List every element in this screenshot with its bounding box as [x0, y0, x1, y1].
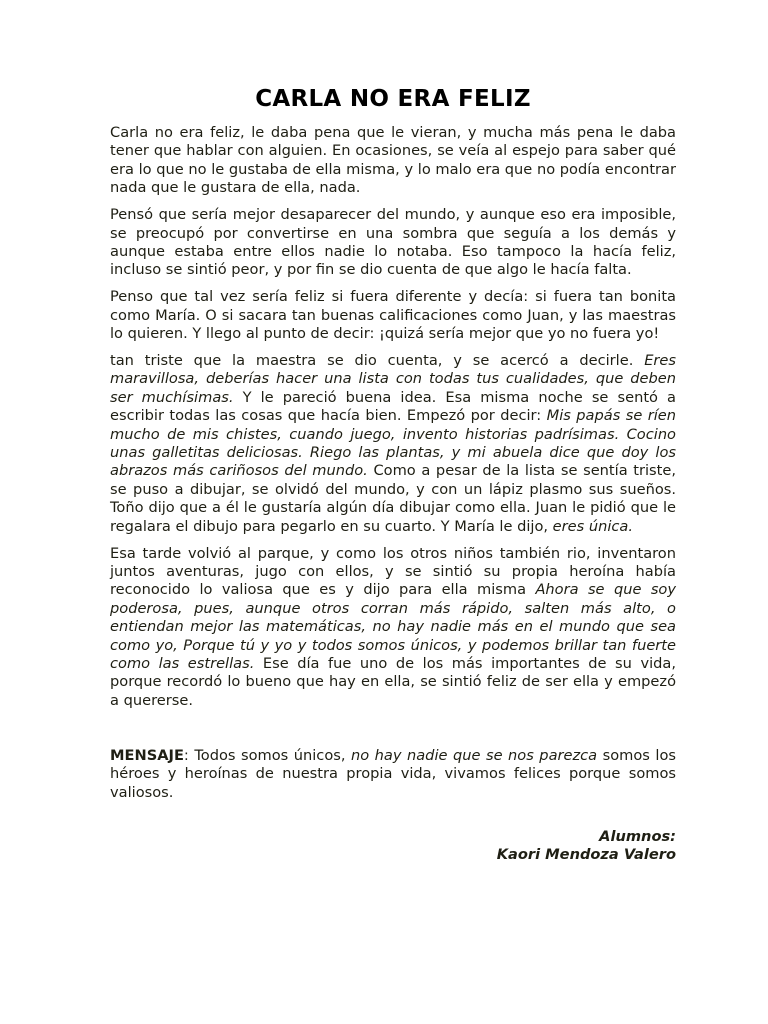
paragraph-1: Carla no era feliz, le daba pena que le vieran, y mucha más pena le daba tener que hablar con alguien. En ocasiones, se veía al espejo para saber qué era lo que no le gustaba de ella misma, y lo malo era que no podía encontrar nada que le gustara de ella, nada. [110, 124, 676, 197]
paragraph-4-quote: Mis papás se ríen mucho de mis chistes, cuando juego, invento historias padrísimas. Cocino unas galletitas deliciosas. Riego las plantas, y mi abuela dice que doy los abrazos más cariñosos del mundo. [110, 407, 676, 480]
message-text: : Todos somos únicos, [183, 746, 351, 764]
paragraph-4-quote: eres única. [552, 517, 634, 535]
paragraph-4-text: tan triste que la maestra se dio cuenta, y se acercó a decirle. [110, 351, 645, 369]
paragraph-5-quote: Ahora se que soy poderosa, pues, aunque otros corran más rápido, salten más alto, o entiendan mejor las matemáticas, no hay nadie más en el mundo que sea como yo, Porque tú y yo y todos somos únicos, y podemos brillar tan fuerte como las estrellas. [110, 581, 677, 672]
paragraph-4-text: Y le pareció buena idea. Esa misma noche se sentó a escribir todas las cosas que hacía bien. Empezó por decir: [110, 388, 676, 425]
paragraph-4-text: Como a pesar de la lista se sentía triste, se puso a dibujar, se olvidó del mundo, y con un lápiz plasmo sus sueños. Toño dijo que a él le gustaría algún día dibujar como ella. Juan le pidió que le regalara el dibujo para pegarlo en su cuarto. Y María le dijo, [110, 462, 676, 535]
message-label: MENSAJE [110, 746, 184, 764]
document-title: CARLA NO ERA FELIZ [255, 86, 531, 112]
paragraph-4 [110, 352, 676, 536]
paragraph-5-text: Ese día fue uno de los más importantes de su vida, porque recordó lo bueno que hay en ella, se sintió feliz de ser ella y empezó a quererse. [110, 654, 676, 709]
message-paragraph [110, 747, 676, 802]
paragraph-3: Penso que tal vez sería feliz si fuera diferente y decía: si fuera tan bonita como María. O si sacara tan buenas calificaciones como Juan, y las maestras lo quieren. Y llego al punto de decir: ¡quizá sería mejor que yo no fuera yo! [110, 288, 676, 343]
message-quote: no hay nadie que se nos parezca [351, 746, 598, 764]
section-spacer [110, 719, 676, 747]
authors-label: Alumnos: [599, 827, 676, 845]
author-name: Kaori Mendoza Valero [496, 846, 676, 864]
message-text: somos los héroes y heroínas de nuestra propia vida, vivamos felices porque somos valiosos. [110, 746, 676, 801]
document-page [110, 84, 676, 865]
paragraph-2: Pensó que sería mejor desaparecer del mundo, y aunque eso era imposible, se preocupó por convertirse en una sombra que seguía a los demás y aunque estaba entre ellos nadie lo notaba. Eso tampoco la hacía feliz, incluso se sintió peor, y por fin se dio cuenta de que algo le hacía falta. [110, 206, 676, 279]
paragraph-4-quote: Eres maravillosa, deberías hacer una lista con todas tus cualidades, que deben ser muchísimas. [110, 351, 676, 406]
paragraph-5-text: Esa tarde volvió al parque, y como los otros niños también rio, inventaron juntos aventuras, jugo con ellos, y se sintió su propia heroína había reconocido lo valiosa que es y dijo para ella misma [110, 544, 676, 599]
authors-block [110, 828, 676, 865]
paragraph-5 [110, 545, 676, 711]
